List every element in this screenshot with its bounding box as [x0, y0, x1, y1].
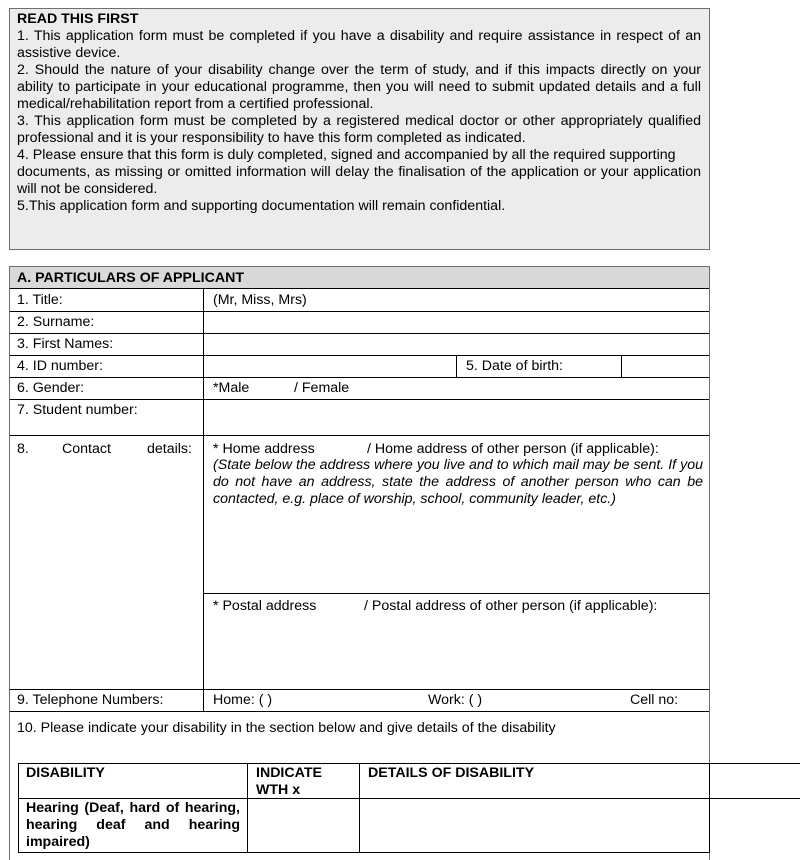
- home-address-option[interactable]: * Home address: [213, 441, 315, 457]
- indicate-column-header: INDICATE WTH x: [256, 765, 322, 798]
- home-address-note: (State below the address where you live and to which mail may be sent. If you do not have an address, state the address of another person who can be contacted, e.g. place of worship, school, community leader, etc.): [213, 457, 703, 507]
- contact-word: Contact: [62, 441, 111, 457]
- row-line: [10, 711, 709, 712]
- instruction-1: 1. This application form must be completed if you have a disability and require assistance in respect of an assistive device.: [17, 28, 701, 61]
- hearing-details-cell[interactable]: [360, 799, 708, 851]
- instruction-5: 5.This application form and supporting documentation will remain confidential.: [17, 198, 506, 214]
- home-telephone-field[interactable]: Home: ( ): [213, 692, 273, 708]
- first-names-label: 3. First Names:: [17, 336, 114, 352]
- details-column-header: DETAILS OF DISABILITY: [368, 765, 535, 781]
- row-line: [10, 435, 709, 436]
- read-this-first-box: [9, 8, 710, 250]
- row-line: [10, 689, 709, 690]
- surname-label: 2. Surname:: [17, 314, 95, 330]
- instruction-2: 2. Should the nature of your disability change over the term of study, and if this impacts directly on your ability to participate in your educational programme, then you will need to submit updated details and a full medical/rehabilitation report from a certified professional.: [17, 62, 701, 112]
- row-line: [10, 355, 709, 356]
- postal-address-option[interactable]: * Postal address: [213, 598, 317, 614]
- row-line: [10, 377, 709, 378]
- row-line: [10, 333, 709, 334]
- row-line: [10, 399, 709, 400]
- dob-divider-left: [456, 355, 457, 377]
- table-left-line: [18, 763, 19, 853]
- disability-instruction: 10. Please indicate your disability in the section below and give details of the disability: [17, 720, 556, 736]
- instruction-4: 4. Please ensure that this form is duly completed, signed and accompanied by all the required supporting: [17, 147, 676, 163]
- hearing-row-label: Hearing (Deaf, hard of hearing, hearing deaf and hearing impaired): [26, 800, 240, 850]
- home-address-other-option[interactable]: / Home address of other person (if applicable):: [367, 441, 659, 457]
- details-word: details:: [147, 441, 192, 457]
- work-telephone-field[interactable]: Work: ( ): [428, 692, 483, 708]
- contact-number: 8.: [17, 441, 29, 457]
- table-top-line: [18, 763, 800, 764]
- instruction-4-cont: documents, as missing or omitted information will delay the finalisation of the application or your application will not be considered.: [17, 164, 701, 197]
- section-a-heading: A. PARTICULARS OF APPLICANT: [10, 267, 709, 289]
- column-divider: [203, 289, 204, 711]
- cell-number-field[interactable]: Cell no:: [630, 692, 679, 708]
- date-of-birth-label: 5. Date of birth:: [466, 358, 563, 374]
- title-field[interactable]: (Mr, Miss, Mrs): [213, 292, 307, 308]
- table-bottom-line: [18, 852, 710, 853]
- id-number-label: 4. ID number:: [17, 358, 103, 374]
- disability-column-header: DISABILITY: [26, 765, 105, 781]
- postal-address-other-option[interactable]: / Postal address of other person (if applicable):: [364, 598, 658, 614]
- row-line: [204, 593, 709, 594]
- title-label: 1. Title:: [17, 292, 63, 308]
- table-col-line: [709, 763, 710, 853]
- telephone-label: 9. Telephone Numbers:: [17, 692, 164, 708]
- hearing-indicate-cell[interactable]: [248, 799, 358, 851]
- dob-divider-right: [621, 355, 622, 377]
- student-number-label: 7. Student number:: [17, 402, 138, 418]
- read-this-first-title: READ THIS FIRST: [17, 11, 139, 27]
- gender-male-option[interactable]: *Male: [213, 380, 250, 396]
- gender-female-option[interactable]: / Female: [294, 380, 350, 396]
- row-line: [10, 311, 709, 312]
- gender-label: 6. Gender:: [17, 380, 85, 396]
- instruction-3: 3. This application form must be completed by a registered medical doctor or other appropriately qualified professional and it is your responsibility to have this form completed as indicated.: [17, 113, 701, 146]
